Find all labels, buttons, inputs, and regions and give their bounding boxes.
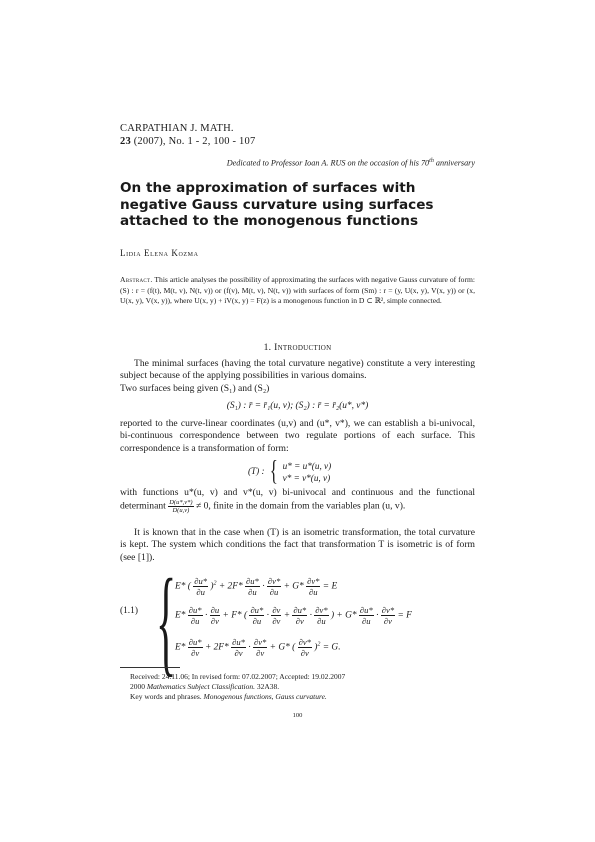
transformation-label: (T) : (248, 466, 265, 477)
footnote-received: Received: 24.11.06; In revised form: 07.02.2007; Accepted: 19.02.2007 (130, 672, 346, 681)
footnote-rule (120, 667, 180, 668)
journal-name: CARPATHIAN J. MATH. (120, 123, 234, 134)
journal-volume: 23 (120, 136, 131, 147)
paragraph-intro: The minimal surfaces (having the total curvature negative) constitute a very interesting subject because of the applying possibilities in various domains. Two surfaces being given (S₁) and (S₂) (120, 358, 475, 394)
journal-header (120, 122, 255, 148)
journal-volume-line (120, 135, 255, 148)
section-heading: 1. Introduction (263, 342, 332, 353)
footnote-keywords: Key words and phrases. Monogenous functions, Gauss curvature. (130, 692, 327, 701)
dedication: Dedicated to Professor Ioan A. RUS on the occasion of his 70th anniversary (226, 158, 475, 168)
transformation-line-2: v* = v*(u, v) (282, 473, 331, 483)
transformation-line-1: u* = u*(u, v) (282, 461, 332, 471)
abstract (120, 275, 475, 307)
footnote-classification: 2000 Mathematics Subject Classification. 32A38. (130, 682, 280, 691)
paper-title: On the approximation of surfaces with negative Gauss curvature using surfaces attached to the monogenous functions (120, 180, 434, 229)
equation-surfaces: (S₁) : r̄ = r̄₁(u, v); (S₂) : r̄ = r̄₂(u*, v*) (226, 401, 369, 411)
paragraph-isometric: It is known that in the case when (T) is an isometric transformation, the total curvature is kept. The system which conditions the fact that transformation T is isometric is of form (see [1]). (120, 527, 475, 563)
jacobian-fraction: $\frac{D(u*,v*)}{D(u,v)}$ (169, 499, 193, 515)
page-number: 100 (292, 712, 303, 719)
system-brace-symbol: { (156, 554, 177, 687)
system-equation-3-rhs: = G. (322, 642, 341, 653)
paragraph-two-surfaces: Two surfaces being given (S₁) and (S₂) (120, 382, 270, 394)
dedication-superscript: th (429, 158, 434, 164)
journal-details: (2007), No. 1 - 2, 100 - 107 (133, 136, 256, 147)
system-equation-3: E* $\frac{\partial u*}{\partial v}$ + 2F* $\frac{\partial u*}{\partial v}$ · $\frac{\partial v*}{\partial v}$ + G* ( $\frac{\partial v*}{\partial v}$ )$^2$ = G. (175, 637, 341, 658)
paragraph-functions: with functions u*(u, v) and v*(u, v) bi-univocal and continuous and the functional determinant $\frac{D(u*,v*)}{D(u,v)}$ ≠ 0, finite in the domain from the variables plan (u, v). (120, 487, 475, 515)
equation-transformation (248, 456, 332, 487)
abstract-lead: Abstract. (120, 275, 153, 284)
system-equation-1-rhs: = E (322, 581, 338, 592)
system-equation-2: E* $\frac{\partial u*}{\partial u}$ · $\frac{\partial u}{\partial v}$ + F* ( $\frac{\partial u*}{\partial u}$ · $\frac{\partial v}{\partial v}$ + $\frac{\partial u*}{\partial v}$ · $\frac{\partial v*}{\partial u}$ ) + G* $\frac{\partial u*}{\partial u}$ · $\frac{\partial v*}{\partial v}$ = F (175, 605, 412, 626)
paragraph-correspondence: reported to the curve-linear coordinates (u,v) and (u*, v*), we can establish a bi-univocal, bi-continuous correspondence between two regulate portions of each surface. This correspondence is a transformation of form: (120, 418, 475, 454)
abstract-text: This article analyses the possibility of approximating the surfaces with negative Gauss curvature of form: (S) : r = (f(t), M(t, v), N(t, v)) or (f(v), M(t, v), N(t, v)) with surfaces of form (Sm) : r = (y, U(x, y), V(x, y)) or (x, U(x, y), V(x, y)), where U(x, y) + iV(x, y) = F(z) is a monogenous function in D ⊂ ℝ², simple connected. (120, 275, 475, 306)
system-equation-2-rhs: = F (397, 610, 412, 621)
left-brace-symbol: { (269, 456, 278, 487)
author-name: Lidia Elena Kozma (120, 248, 199, 258)
equation-number: (1.1) (120, 606, 138, 616)
system-equation-1: E* ( $\frac{\partial u*}{\partial u}$ )$^2$ + 2F* $\frac{\partial u*}{\partial u}$ · $\frac{\partial v*}{\partial u}$ + G* $\frac{\partial v*}{\partial u}$ = E (175, 576, 338, 597)
